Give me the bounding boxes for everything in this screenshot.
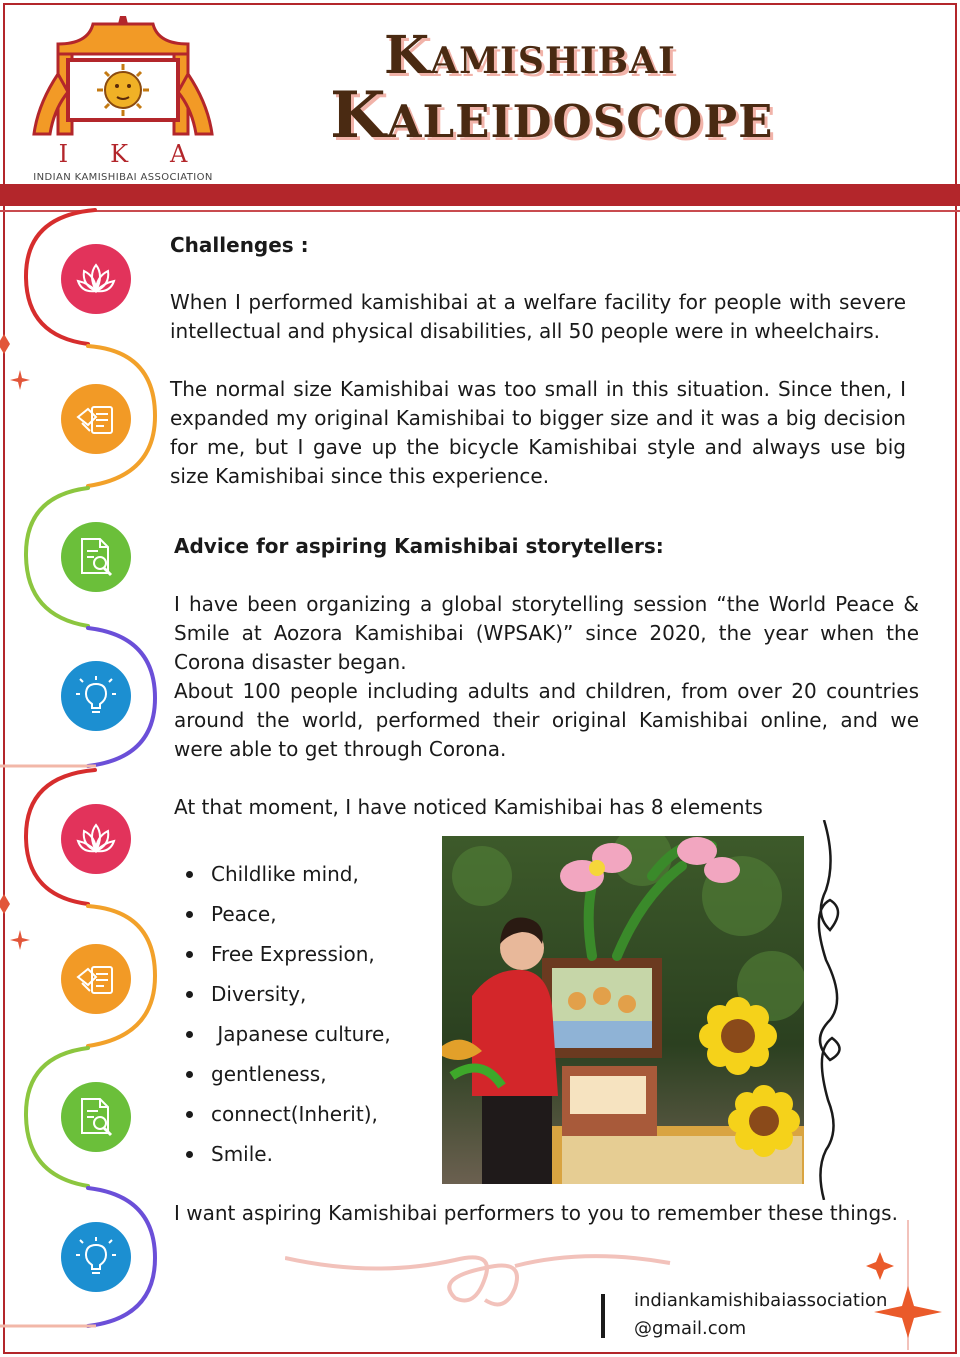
- list-item-label: Smile.: [211, 1142, 273, 1166]
- list-item: [186, 1094, 391, 1134]
- list-item-label: gentleness,: [211, 1062, 327, 1086]
- logo-letter-k: K: [110, 140, 129, 168]
- elements-list: [186, 854, 391, 1174]
- bullet-icon: [186, 1031, 193, 1038]
- list-item-label: Japanese culture,: [211, 1022, 391, 1046]
- contact-divider: [601, 1294, 605, 1338]
- contact-email[interactable]: [634, 1287, 887, 1343]
- list-item: [186, 854, 391, 894]
- list-item-label: Diversity,: [211, 982, 307, 1006]
- logo-frame-icon: [28, 14, 218, 144]
- list-item: [186, 1054, 391, 1094]
- lotus-icon: [61, 244, 131, 314]
- list-item: [186, 894, 391, 934]
- elements-intro: At that moment, I have noticed Kamishibai has 8 elements: [174, 795, 763, 819]
- list-item-label: connect(Inherit),: [211, 1102, 378, 1126]
- advice-paragraph-2: About 100 people including adults and children, from over 20 countries around the world, performed their original Kamishibai online, and we were able to get through Corona.: [174, 679, 919, 761]
- bullet-icon: [186, 991, 193, 998]
- bullet-icon: [186, 1071, 193, 1078]
- challenges-paragraph-2: The normal size Kamishibai was too small in this situation. Since then, I expanded my original Kamishibai to bigger size and it was a big decision for me, but I gave up the bicycle Kamishibai style and always use big size Kamishibai since this experience.: [170, 377, 906, 488]
- title-line-1: Kamishibai: [384, 25, 676, 86]
- challenges-paragraph-1: When I performed kamishibai at a welfare facility for people with severe intellectual and physical disabilities, all 50 people were in wheelchairs.: [170, 290, 906, 343]
- logo-letter-i: I: [58, 140, 69, 168]
- list-item-label: Free Expression,: [211, 942, 375, 966]
- advice-paragraph-1: I have been organizing a global storytelling session “the World Peace & Smile at Aozora Kamishibai (WPSAK)” since 2020, the year when the Corona disaster began.: [174, 592, 919, 674]
- curl-ornament-icon: [800, 820, 860, 1200]
- ika-logo: [28, 14, 218, 183]
- bullet-icon: [186, 1111, 193, 1118]
- title-line-2: Kaleidoscope: [330, 78, 774, 153]
- ribbon-ornament-icon: [285, 1238, 675, 1318]
- handshake-document-icon: [61, 384, 131, 454]
- list-item: [186, 1014, 391, 1054]
- closing-text: I want aspiring Kamishibai performers to you to remember these things.: [174, 1201, 898, 1225]
- email-line-2: @gmail.com: [634, 1318, 747, 1339]
- header-divider: [0, 184, 960, 206]
- logo-caption: INDIAN KAMISHIBAI ASSOCIATION: [33, 172, 213, 183]
- performer-photo: [442, 836, 804, 1184]
- bullet-icon: [186, 911, 193, 918]
- email-line-1: indiankamishibaiassociation: [634, 1290, 888, 1311]
- lightbulb-icon: [61, 661, 131, 731]
- side-decoration: [0, 206, 170, 1336]
- document-search-icon: [61, 522, 131, 592]
- bullet-icon: [186, 951, 193, 958]
- logo-letters: [28, 140, 218, 168]
- handshake-document-icon: [61, 944, 131, 1014]
- bullet-icon: [186, 871, 193, 878]
- list-item-label: Childlike mind,: [211, 862, 359, 886]
- logo-letter-a: A: [170, 140, 188, 168]
- document-search-icon: [61, 1082, 131, 1152]
- list-item: [186, 934, 391, 974]
- list-item: [186, 974, 391, 1014]
- lightbulb-icon: [61, 1222, 131, 1292]
- list-item: [186, 1134, 391, 1174]
- challenges-heading: Challenges :: [170, 233, 309, 257]
- side-swirl-lines: [0, 206, 170, 1336]
- list-item-label: Peace,: [211, 902, 277, 926]
- advice-heading: Advice for aspiring Kamishibai storytellers:: [174, 534, 664, 558]
- lotus-icon: [61, 804, 131, 874]
- bullet-icon: [186, 1151, 193, 1158]
